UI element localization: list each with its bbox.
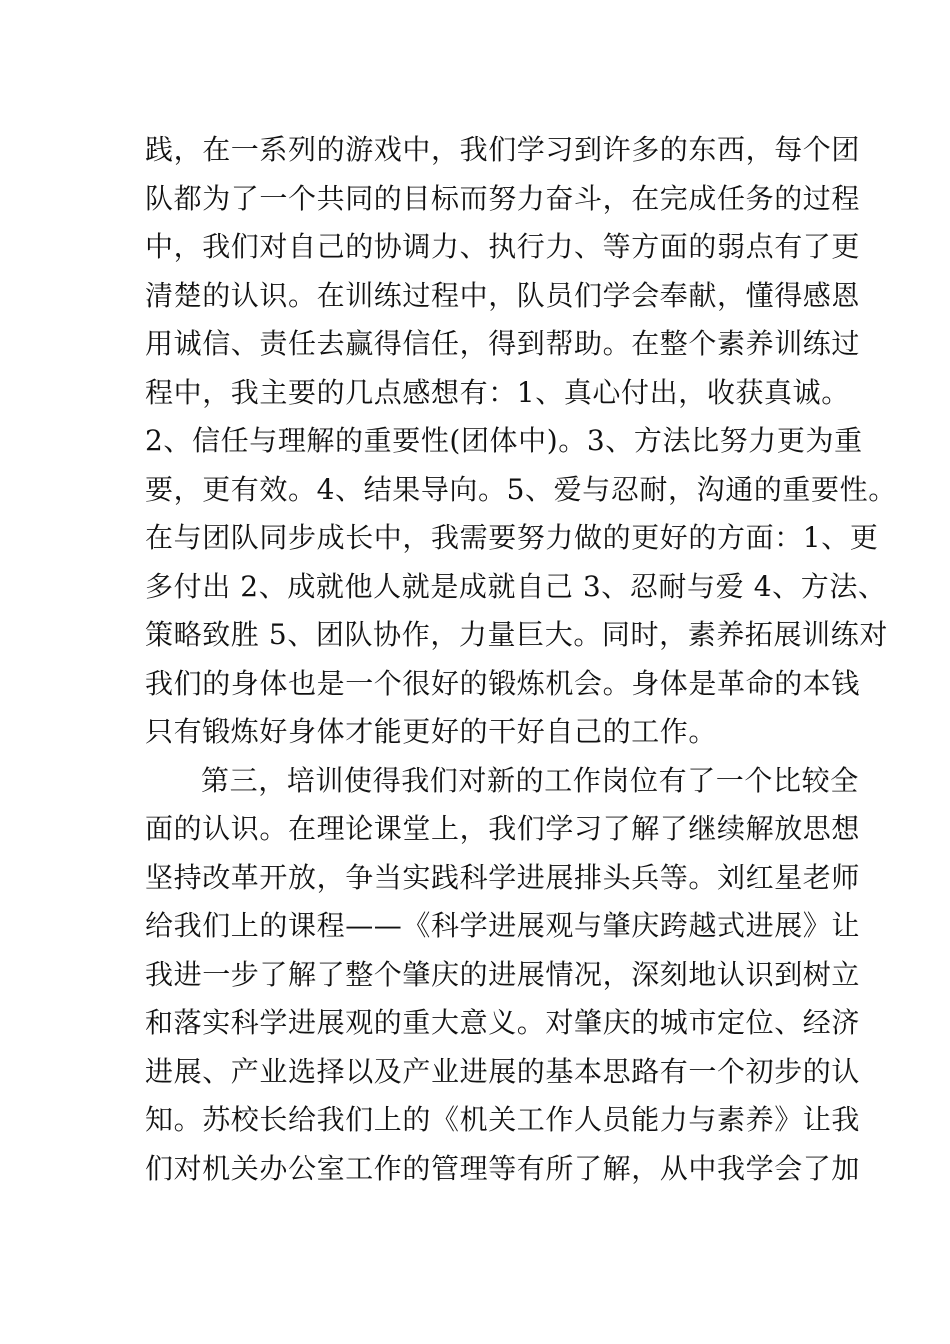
- text-line: 我们的身体也是一个很好的锻炼机会。身体是革命的本钱: [145, 667, 861, 700]
- text-line: 策略致胜 5、团队协作，力量巨大。同时，素养拓展训练对: [145, 618, 888, 651]
- text-line: 知。苏校长给我们上的《机关工作人员能力与素养》让我: [145, 1103, 861, 1136]
- text-line: 要，更有效。4、结果导向。5、爱与忍耐，沟通的重要性。: [145, 473, 897, 506]
- text-line: 践，在一系列的游戏中，我们学习到许多的东西，每个团: [145, 133, 861, 166]
- text-line: 多付出 2、成就他人就是成就自己 3、忍耐与爱 4、方法、: [145, 570, 887, 603]
- text-line: 队都为了一个共同的目标而努力奋斗，在完成任务的过程: [145, 182, 861, 215]
- text-line: 在与团队同步成长中，我需要努力做的更好的方面：1、更: [145, 521, 879, 554]
- text-line: 坚持改革开放，争当实践科学进展排头兵等。刘红星老师: [145, 861, 861, 894]
- text-line: 们对机关办公室工作的管理等有所了解，从中我学会了加: [145, 1152, 861, 1185]
- text-line: 中，我们对自己的协调力、执行力、等方面的弱点有了更: [145, 230, 861, 263]
- text-line: 只有锻炼好身体才能更好的干好自己的工作。: [145, 715, 718, 748]
- paragraph-first-line: 第三，培训使得我们对新的工作岗位有了一个比较全: [201, 764, 859, 797]
- text-line: 面的认识。在理论课堂上，我们学习了解了继续解放思想: [145, 812, 861, 845]
- text-line: 程中，我主要的几点感想有：1、真心付出，收获真诚。: [145, 376, 850, 409]
- text-line: 和落实科学进展观的重大意义。对肇庆的城市定位、经济: [145, 1006, 861, 1039]
- text-line: 2、信任与理解的重要性(团体中)。3、方法比努力更为重: [145, 424, 863, 457]
- text-line: 给我们上的课程——《科学进展观与肇庆跨越式进展》让: [145, 909, 861, 942]
- text-line: 用诚信、责任去赢得信任，得到帮助。在整个素养训练过: [145, 327, 861, 360]
- text-line: 我进一步了解了整个肇庆的进展情况，深刻地认识到树立: [145, 958, 861, 991]
- text-line: 进展、产业选择以及产业进展的基本思路有一个初步的认: [145, 1055, 861, 1088]
- text-line: 清楚的认识。在训练过程中，队员们学会奉献，懂得感恩: [145, 279, 861, 312]
